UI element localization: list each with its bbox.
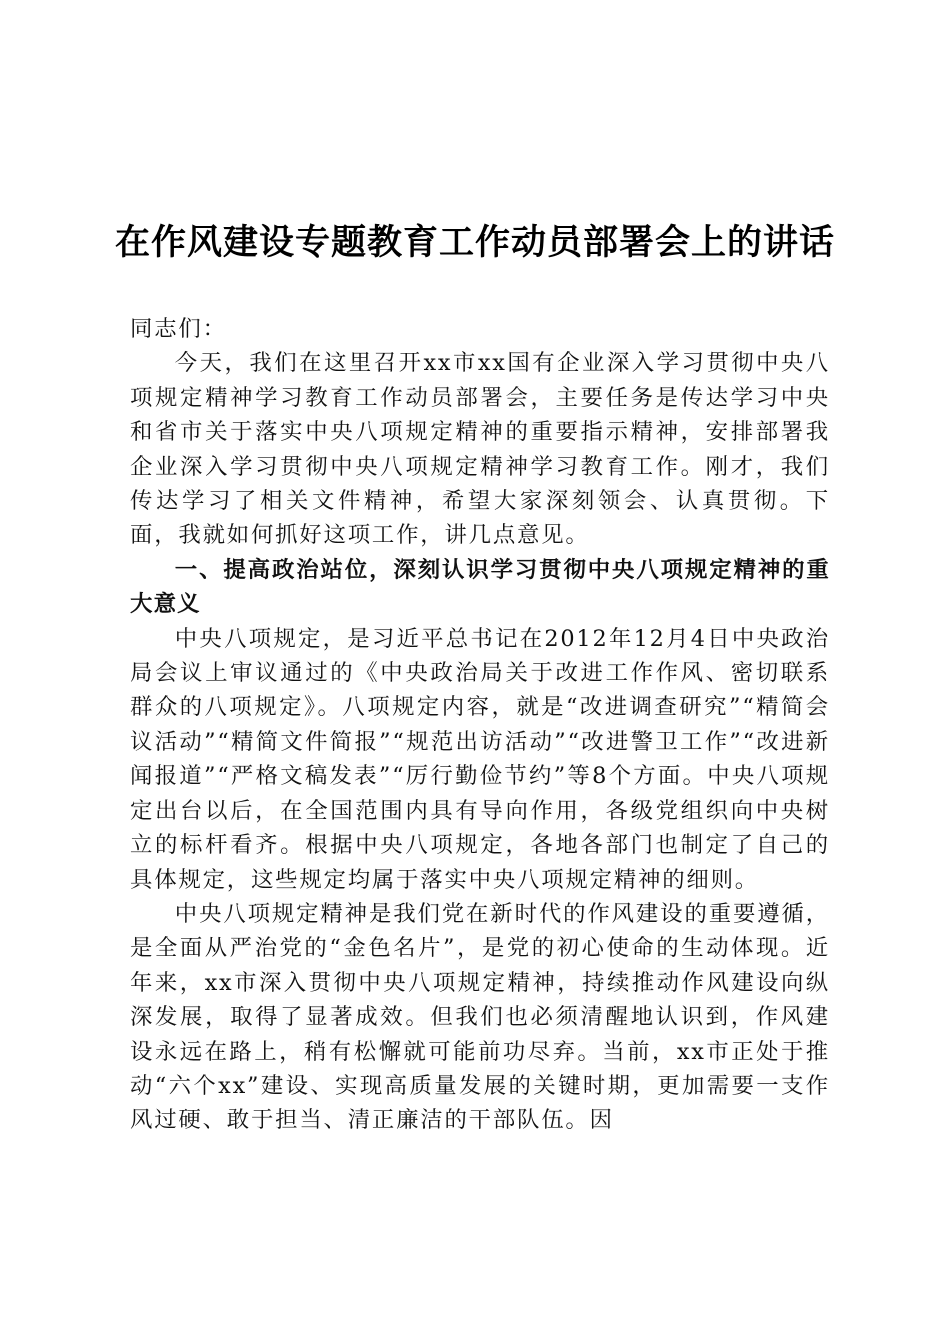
paragraph-significance: 中央八项规定精神是我们党在新时代的作风建设的重要遵循，是全面从严治党的“金色名片”，是党的初心使命的生动体现。近年来，xx市深入贯彻中央八项规定精神，持续推动作风建设向纵深发展，取得了显著成效。但我们也必须清醒地认识到，作风建设永远在路上，稍有松懈就可能前功尽弃。当前，xx市正处于推动“六个xx”建设、实现高质量发展的关键时期，更加需要一支作风过硬、敢于担当、清正廉洁的干部队伍。因 [130, 900, 830, 1134]
paragraph-opening: 今天，我们在这里召开xx市xx国有企业深入学习贯彻中央八项规定精神学习教育工作动员部署会，主要任务是传达学习中央和省市关于落实中央八项规定精神的重要指示精神，安排部署我企业深入学习贯彻中央八项规定精神学习教育工作。刚才，我们传达学习了相关文件精神，希望大家深刻领会、认真贯彻。下面，我就如何抓好这项工作，讲几点意见。 [130, 350, 830, 549]
document-body [130, 312, 830, 1138]
document-title: 在作风建设专题教育工作动员部署会上的讲话 [114, 223, 835, 263]
salutation: 同志们： [130, 316, 227, 342]
section-heading-1: 一、提高政治站位，深刻认识学习贯彻中央八项规定精神的重大意义 [130, 556, 830, 618]
paragraph-eight-rules: 中央八项规定，是习近平总书记在2012年12月4日中央政治局会议上审议通过的《中央政治局关于改进工作作风、密切联系群众的八项规定》。八项规定内容，就是“改进调查研究”“精简会议活动”“精简文件简报”“规范出访活动”“改进警卫工作”“改进新闻报道”“严格文稿发表”“厉行勤俭节约”等8个方面。中央八项规定出台以后，在全国范围内具有导向作用，各级党组织向中央树立的标杆看齐。根据中央八项规定，各地各部门也制定了自己的具体规定，这些规定均属于落实中央八项规定精神的细则。 [130, 625, 830, 893]
